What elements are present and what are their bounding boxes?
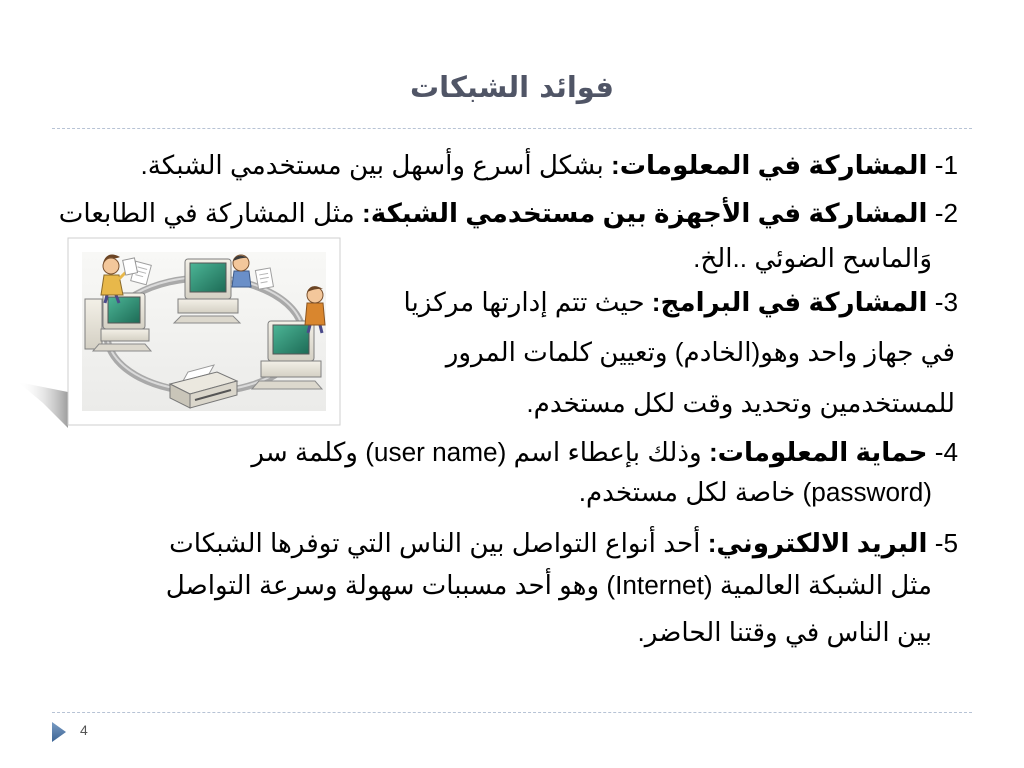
item-text: بشكل أسرع وأسهل بين مستخدمي الشبكة. <box>140 150 604 180</box>
item-continuation: في جهاز واحد وهو(الخادم) وتعيين كلمات المرور <box>445 337 955 367</box>
list-item-5-line-3 <box>40 612 932 652</box>
item-label: حماية المعلومات: <box>708 437 928 467</box>
item-number: 5- <box>934 528 958 558</box>
list-item-3-line-2 <box>350 332 955 372</box>
item-label: البريد الالكتروني: <box>707 528 928 558</box>
list-item-2-line-2 <box>350 238 932 278</box>
person-icon <box>232 255 251 287</box>
slide-title: فوائد الشبكات <box>410 70 614 104</box>
document-icon <box>255 268 273 289</box>
list-item-5-line-2 <box>40 565 932 605</box>
footer-divider <box>52 712 972 713</box>
item-number: 3- <box>934 287 958 317</box>
item-text: وذلك بإعطاء اسم (user name) وكلمة سر <box>251 437 702 467</box>
list-item-3 <box>350 282 958 322</box>
list-item-5 <box>40 523 958 563</box>
title-divider <box>52 128 972 129</box>
network-computers-icon <box>15 235 345 430</box>
list-item-3-line-3 <box>350 383 955 423</box>
item-continuation: وَالماسح الضوئي ..الخ. <box>693 243 932 273</box>
item-number: 1- <box>934 150 958 180</box>
item-continuation: مثل الشبكة العالمية (Internet) وهو أحد مسببات سهولة وسرعة التواصل <box>165 570 932 600</box>
item-number: 4- <box>934 437 958 467</box>
item-continuation: (password) خاصة لكل مستخدم. <box>578 477 932 507</box>
item-number: 2- <box>934 198 958 228</box>
item-label: المشاركة في الأجهزة بين مستخدمي الشبكة: <box>362 198 928 228</box>
item-text: مثل المشاركة في الطابعات <box>58 198 355 228</box>
item-text: حيث تتم إدارتها مركزيا <box>403 287 645 317</box>
item-text: أحد أنواع التواصل بين الناس التي توفرها الشبكات <box>169 528 701 558</box>
list-item-2 <box>40 193 958 233</box>
item-label: المشاركة في المعلومات: <box>611 150 928 180</box>
frame-shadow <box>18 382 68 428</box>
page-number: 4 <box>80 722 88 738</box>
triangle-right-icon[interactable] <box>50 720 70 744</box>
list-item-4 <box>40 432 958 472</box>
item-continuation: بين الناس في وقتنا الحاضر. <box>637 617 932 647</box>
list-item-1 <box>40 145 958 185</box>
list-item-4-line-2 <box>40 472 932 512</box>
item-continuation: للمستخدمين وتحديد وقت لكل مستخدم. <box>526 388 955 418</box>
item-label: المشاركة في البرامج: <box>651 287 928 317</box>
